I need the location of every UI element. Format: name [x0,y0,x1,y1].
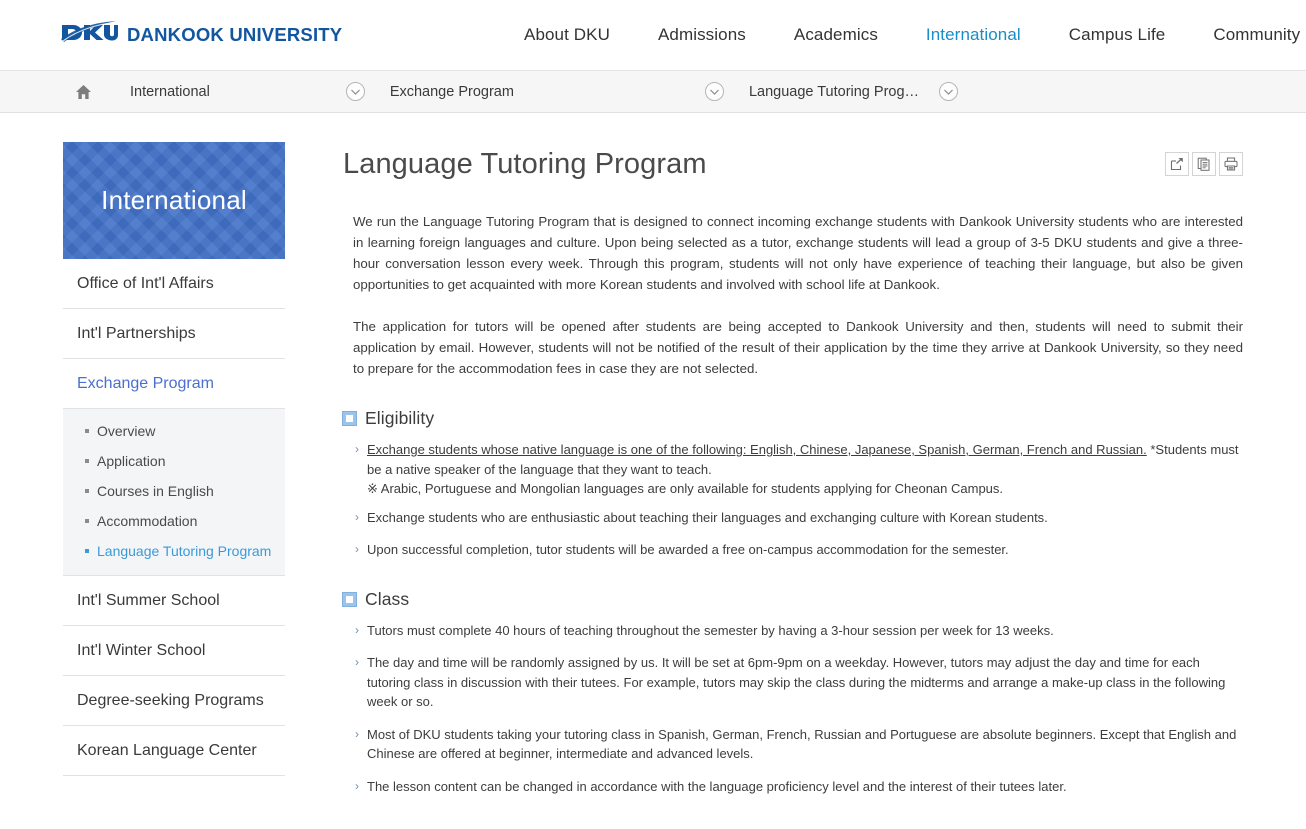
sidebar-heading-label: International [101,185,247,215]
bullet-text [367,440,1243,499]
bullet-square-icon [85,519,89,523]
chevron-down-icon[interactable] [346,82,365,101]
bullet-text: The lesson content can be changed in accordance with the language proficiency level and the interest of their tutees later. [367,778,1067,794]
dku-logo-icon [60,20,118,51]
chevron-down-icon[interactable] [939,82,958,101]
sidebar-item-intl-partnerships[interactable]: Int'l Partnerships [63,309,285,359]
copy-icon[interactable] [1192,152,1216,176]
bullet-text: Tutors must complete 40 hours of teaching throughout the semester by having a 3-hour session per week for 13 weeks. [367,622,1054,638]
bullet-note: ※ Arabic, Portuguese and Mongolian languages are only available for students applying for Cheonan Campus. [367,481,1004,496]
section-title: Eligibility [365,408,435,428]
chevron-right-icon: › [355,542,359,556]
section-header [343,589,1243,610]
bullet-square-icon [85,549,89,553]
chevron-right-icon: › [355,655,359,669]
sidebar-subitem-application[interactable] [63,446,285,476]
bullet-text: Most of DKU students taking your tutoring class in Spanish, German, French, Russian and Portuguese are absolute beginners. Except that English and Chinese are offered at beginner, intermediate and advanced levels. [367,726,1237,761]
chevron-right-icon: › [355,726,359,741]
nav-item-admissions[interactable]: Admissions [657,25,746,44]
bullet-item [355,653,1243,712]
sidebar-subitem-label: Courses in English [97,483,214,499]
section-marker-icon [343,412,356,425]
bullet-text: Upon successful completion, tutor students will be awarded a free on-campus accommodation for the semester. [367,542,1009,557]
breadcrumb-label: Exchange Program [389,83,514,100]
sidebar-heading [63,142,285,259]
bullet-item [355,540,1243,560]
bullet-text: The day and time will be randomly assigned by us. It will be set at 6pm-9pm on a weekday. However, tutors may adjust the day and time for each tutoring class in discussion with their tutees. For example, tutors may skip the class during the midterms and arrange a make-up class in the following week or so. [367,655,1226,709]
sidebar-subitem-label: Overview [97,423,156,439]
paragraph: The application for tutors will be opened after students are being accepted to Dankook University and then, students will need to submit their application by email. However, students will not be notified of the result of their application by the time they arrive at Dankook University, so they need to prepare for the accommodation fees in case they are not selected. [353,319,1243,376]
bullet-square-icon [85,489,89,493]
page-title: Language Tutoring Program [343,148,707,180]
sidebar-item-office-of-intl-affairs[interactable]: Office of Int'l Affairs [63,259,285,309]
sidebar-item-intl-winter-school[interactable]: Int'l Winter School [63,626,285,676]
logo-text: DANKOOK UNIVERSITY [127,24,343,45]
breadcrumb-item-language-tutoring-program[interactable] [749,84,919,100]
chevron-right-icon: › [355,442,359,456]
intro-paragraphs [343,211,1243,379]
paragraph: We run the Language Tutoring Program that is designed to connect incoming exchange students with Dankook University students who are interested in learning foreign languages and culture. Upon being selected as a tutor, exchange students will lead a group of 3-5 DKU students and give a three-hour conversation lesson every week. Through this program, students will not only have experience of teaching their language, but also be given opportunities to get acquainted with more Korean students and involved with school life at Dankook. [353,214,1243,292]
bullet-list [343,440,1243,560]
sidebar-subitem-label: Application [97,453,166,469]
chevron-right-icon: › [355,622,359,637]
main-navigation [500,0,1306,70]
bullet-item [355,508,1243,528]
breadcrumb-label: International [130,83,210,100]
bullet-text-rest: *Students must be a native speaker of the language that they want to teach. [367,442,1239,477]
section-marker-icon [343,593,356,606]
chevron-right-icon: › [355,509,359,524]
section-title: Class [365,588,410,609]
main-content [343,142,1243,796]
bullet-item [355,440,1243,499]
bullet-square-icon [85,459,89,463]
sidebar-subitem-language-tutoring-program[interactable] [63,536,285,566]
nav-item-campus-life[interactable]: Campus Life [1068,25,1166,44]
sidebar-submenu [63,409,285,576]
breadcrumb-item-international[interactable] [130,84,210,100]
sidebar-subitem-label: Language Tutoring Program [97,543,272,559]
section-class [343,589,1243,797]
sidebar-item-degree-seeking-programs[interactable]: Degree-seeking Programs [63,676,285,726]
bullet-text-underlined: Exchange students whose native language is one of the following: English, Chinese, Japanese, Spanish, German, French and Russian. [367,442,1147,457]
sidebar [63,142,285,796]
breadcrumb-label: Language Tutoring Prog… [748,83,920,100]
page-body [0,113,1306,796]
nav-item-about-dku[interactable]: About DKU [524,25,610,44]
home-icon[interactable] [75,84,92,100]
bullet-item [355,725,1243,764]
content-header [343,142,1243,181]
print-icon[interactable] [1219,152,1243,176]
nav-item-international[interactable]: International [925,25,1021,44]
sidebar-subitem-overview[interactable] [63,416,285,446]
section-eligibility [343,408,1243,560]
bullet-text: Exchange students who are enthusiastic about teaching their languages and exchanging culture with Korean students. [367,509,1048,525]
breadcrumb [0,70,1306,113]
breadcrumb-item-exchange-program[interactable] [390,84,514,100]
sidebar-menu [63,259,285,776]
site-header [0,0,1306,70]
share-icon[interactable] [1165,152,1189,176]
chevron-down-icon[interactable] [705,82,724,101]
bullet-item [355,777,1243,797]
sidebar-subitem-accommodation[interactable] [63,506,285,536]
nav-item-academics[interactable]: Academics [793,25,878,44]
content-tools [1165,152,1243,176]
sidebar-subitem-label: Accommodation [97,513,198,529]
sidebar-item-exchange-program[interactable]: Exchange Program [63,359,285,409]
bullet-list [343,621,1243,797]
site-logo[interactable] [60,20,342,51]
bullet-square-icon [85,429,89,433]
sidebar-item-intl-summer-school[interactable]: Int'l Summer School [63,576,285,626]
sidebar-item-korean-language-center[interactable]: Korean Language Center [63,726,285,776]
section-header [343,408,1243,429]
chevron-right-icon: › [355,778,359,793]
nav-item-community[interactable]: Community [1213,25,1301,44]
sidebar-subitem-courses-in-english[interactable] [63,476,285,506]
bullet-item [355,621,1243,641]
